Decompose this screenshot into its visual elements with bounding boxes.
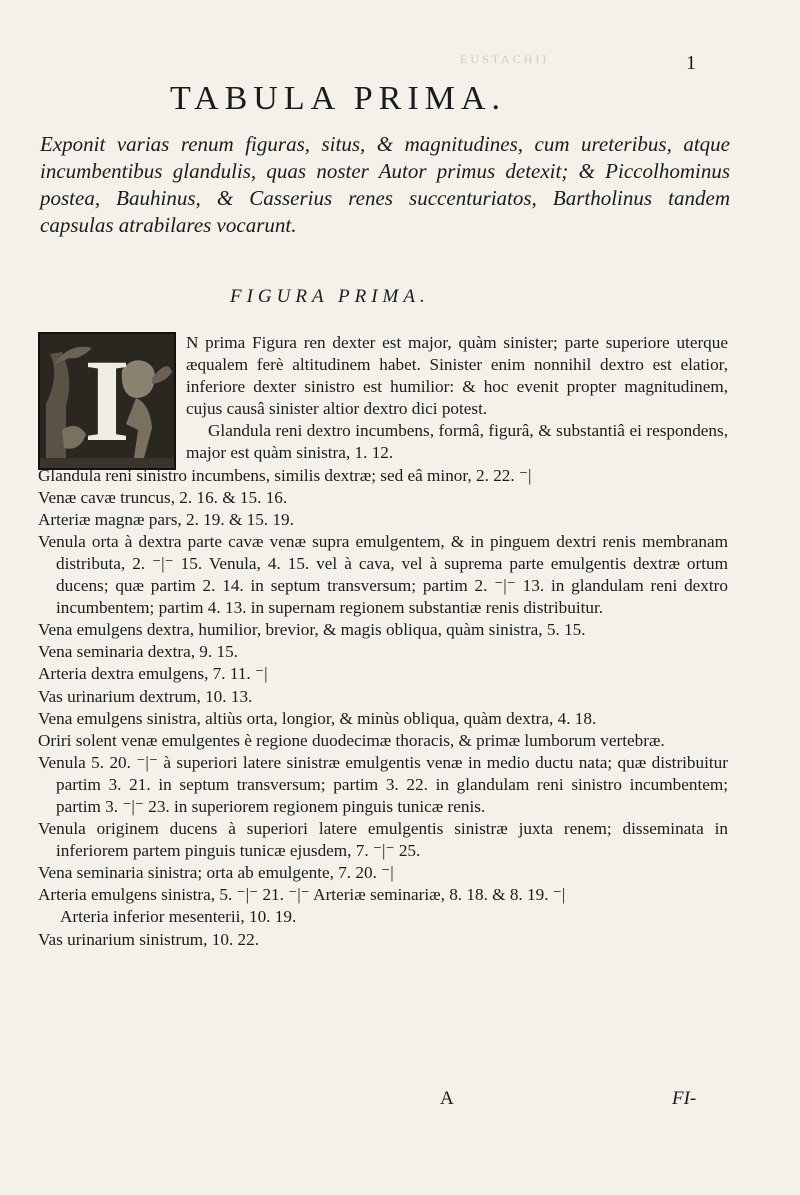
text-paragraph: Vena emulgens dextra, humilior, brevior, & magis obliqua, quàm sinistra, 5. 15. xyxy=(38,620,586,640)
page-number: 1 xyxy=(686,52,696,74)
dropcap-letter: I xyxy=(84,335,130,466)
figure-description xyxy=(38,332,728,951)
text-paragraph: Oriri solent venæ emulgentes è regione duodecimæ thoracis, & primæ lumborum vertebræ. xyxy=(38,730,665,750)
text-paragraph: Arteriæ magnæ pars, 2. 19. & 15. 19. xyxy=(38,509,294,529)
intro-paragraph: Exponit varias renum figuras, situs, & magnitudines, cum ureteribus, atque incumbentibus glandulis, quas noster Autor primus detexit; & Piccolhominus postea, Bauhinus, & Casserius renes succenturiatos, Bartholinus tandem capsulas atrabilares vocarunt. xyxy=(40,132,730,237)
text-paragraph: Venula 5. 20. ⁻|⁻ à superiori latere sinistræ emulgentis venæ in medio ductu nata; quæ distribuitur partim 3. 21. in septum transversum; partim 3. 22. in glandulam reni sinistro incumbentem; partim 3. ⁻|⁻ 23. in superiorem regionem pinguis tunicæ renis. xyxy=(38,752,728,816)
text-paragraph: Glandula reni sinistro incumbens, similis dextræ; sed eâ minor, 2. 22. ⁻| xyxy=(38,465,532,485)
text-paragraph: Vas urinarium dextrum, 10. 13. xyxy=(38,686,253,706)
page-title: TABULA PRIMA. xyxy=(170,80,506,117)
text-paragraph: Vena emulgens sinistra, altiùs orta, longior, & minùs obliqua, quàm dextra, 4. 18. xyxy=(38,708,597,728)
text-paragraph: Glandula reni dextro incumbens, formâ, figurâ, & substantiâ ei respondens, major est quàm sinistra, 1. 12. xyxy=(186,421,728,463)
text-paragraph: Venula originem ducens à superiori latere emulgentis sinistræ juxta renem; disseminata in inferiorem partem pinguis tunicæ ejusdem, 7. ⁻|⁻ 25. xyxy=(38,819,728,861)
text-paragraph: Venula orta à dextra parte cavæ venæ supra emulgentem, & in pinguem dextri renis membranam distributa, 2. ⁻|⁻ 15. Venula, 4. 15. vel à cava, vel à suprema parte emulgentis dextræ ortum ducens; quæ partim 2. 14. in septum transversum; partim 2. ⁻|⁻ 13. in glandulam reni dextro incumbentem; partim 4. 13. in supernam regionem substantiæ renis distribuitur. xyxy=(38,531,728,618)
figure-heading: FIGURA PRIMA. xyxy=(230,286,430,307)
text-paragraph: Vena seminaria dextra, 9. 15. xyxy=(38,642,238,662)
text-paragraph: Arteria dextra emulgens, 7. 11. ⁻| xyxy=(38,664,268,684)
catchword: FI- xyxy=(672,1088,697,1109)
show-through-header: EUSTACHII xyxy=(460,52,550,66)
text-paragraph: Vas urinarium sinistrum, 10. 22. xyxy=(38,929,260,949)
text-paragraph: N prima Figura ren dexter est major, quàm sinister; parte superiore uterque æqualem ferè altitudinem habet. Sinister enim nonnihil dextro est elatior, inferiore dexter sinistro est humilior: & hoc evenit propter magnitudinem, cujus causâ sinister altior dextro dici potest. xyxy=(186,333,728,419)
text-paragraph: Arteria emulgens sinistra, 5. ⁻|⁻ 21. ⁻|⁻ Arteriæ seminariæ, 8. 18. & 8. 19. ⁻| xyxy=(38,885,566,905)
text-paragraph: Arteria inferior mesenterii, 10. 19. xyxy=(60,907,297,927)
text-paragraph: Venæ cavæ truncus, 2. 16. & 15. 16. xyxy=(38,487,288,507)
text-paragraph: Vena seminaria sinistra; orta ab emulgente, 7. 20. ⁻| xyxy=(38,863,394,883)
signature-mark: A xyxy=(440,1088,454,1109)
